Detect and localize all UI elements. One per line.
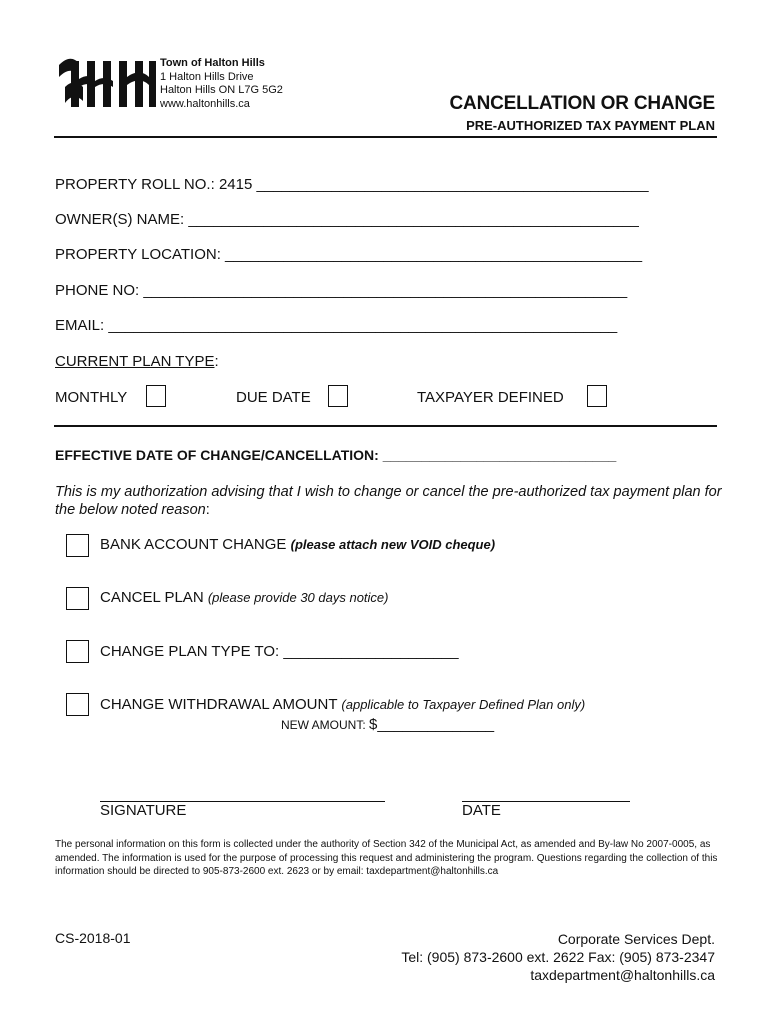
reason-change-plan-type[interactable]: CHANGE PLAN TYPE TO: _____________________ — [100, 643, 459, 660]
new-amount-field[interactable]: NEW AMOUNT: $______________ — [281, 716, 495, 733]
due-date-checkbox[interactable] — [328, 385, 348, 407]
plan-option-taxpayer-defined-label: TAXPAYER DEFINED — [417, 389, 564, 406]
change-plan-type-checkbox[interactable] — [66, 640, 89, 663]
department-email: taxdepartment@haltonhills.ca — [530, 967, 715, 983]
cancel-plan-checkbox[interactable] — [66, 587, 89, 610]
footer-contact-block — [401, 930, 715, 984]
current-plan-type-label: CURRENT PLAN TYPE — [55, 353, 215, 370]
reason-change-withdrawal-amount: CHANGE WITHDRAWAL AMOUNT (applicable to Taxpayer Defined Plan only) — [100, 696, 586, 713]
signature-label: SIGNATURE — [100, 802, 187, 819]
taxpayer-defined-checkbox[interactable] — [587, 385, 607, 407]
form-code: CS-2018-01 — [55, 930, 131, 946]
monthly-checkbox[interactable] — [146, 385, 166, 407]
email-field[interactable]: EMAIL: _____________________________________________________________ — [55, 317, 618, 334]
department-name: Corporate Services Dept. — [557, 931, 715, 947]
address-line-1: 1 Halton Hills Drive — [160, 70, 254, 83]
reason-bank-account-change: BANK ACCOUNT CHANGE (please attach new VOID cheque) — [100, 536, 496, 553]
effective-date-field[interactable]: EFFECTIVE DATE OF CHANGE/CANCELLATION: ______________________________ — [55, 447, 617, 463]
address-line-2: Halton Hills ON L7G 5G2 — [160, 84, 283, 96]
halton-hills-logo — [57, 57, 157, 109]
website: www.haltonhills.ca — [160, 97, 250, 110]
bank-account-change-checkbox[interactable] — [66, 534, 89, 557]
header-divider — [54, 136, 717, 138]
privacy-notice: The personal information on this form is collected under the authority of Section 342 of the Municipal Act, as amended and By-law No 2007-0005, as amended. The information is used for the purpose of processing this request and administering the program. Questions regarding the collection of this information should be directed to 905-873-2600 ext. 2623 or by email: taxdepartment@haltonhills.ca — [55, 839, 718, 877]
section-divider — [54, 425, 717, 427]
phone-fax: Tel: (905) 873-2600 ext. 2622 Fax: (905) 873-2347 — [401, 949, 715, 965]
form-title: CANCELLATION OR CHANGE — [449, 93, 715, 114]
form-subtitle: PRE-AUTHORIZED TAX PAYMENT PLAN — [466, 118, 715, 133]
property-roll-field[interactable]: PROPERTY ROLL NO.: 2415 _______________________________________________ — [55, 176, 649, 193]
authorization-statement: This is my authorization advising that I wish to change or cancel the pre-authorized tax payment plan for the below noted reason: — [55, 484, 722, 518]
town-name: Town of Halton Hills — [160, 57, 265, 69]
date-label: DATE — [462, 802, 501, 819]
town-address-block — [160, 57, 283, 111]
plan-option-due-date-label: DUE DATE — [236, 389, 311, 406]
current-plan-type-heading: CURRENT PLAN TYPE: — [55, 353, 219, 370]
reason-cancel-plan: CANCEL PLAN (please provide 30 days notice) — [100, 589, 389, 606]
phone-field[interactable]: PHONE NO: __________________________________________________________ — [55, 282, 628, 299]
change-withdrawal-amount-checkbox[interactable] — [66, 693, 89, 716]
property-location-field[interactable]: PROPERTY LOCATION: __________________________________________________ — [55, 246, 643, 263]
plan-option-monthly-label: MONTHLY — [55, 389, 128, 406]
owner-name-field[interactable]: OWNER(S) NAME: ______________________________________________________ — [55, 211, 639, 228]
